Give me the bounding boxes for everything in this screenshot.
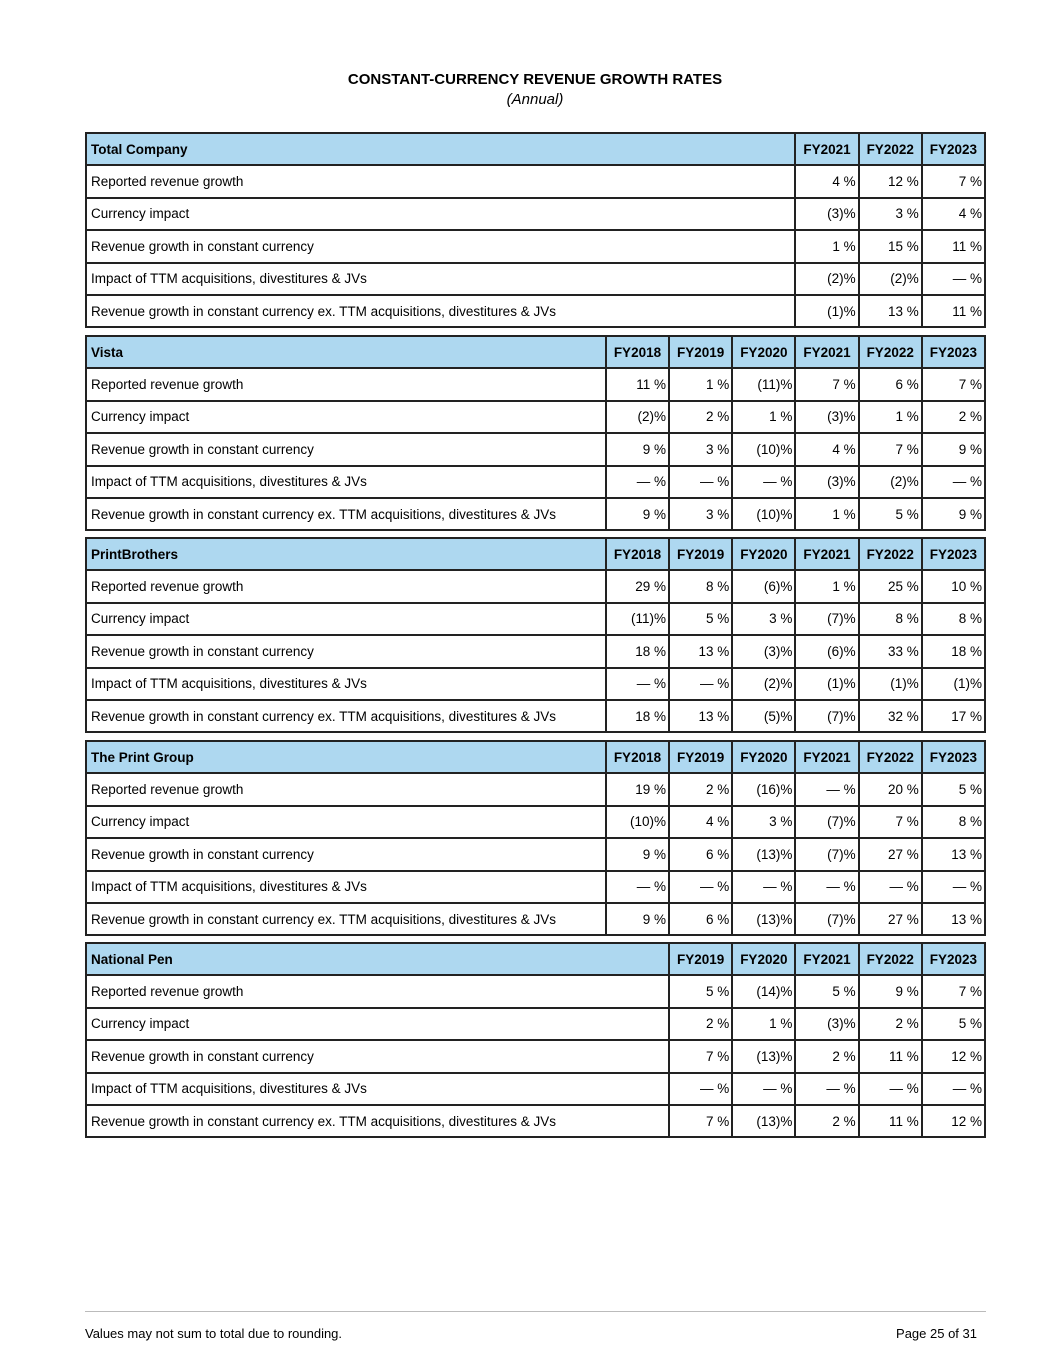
- segment-name: National Pen: [86, 943, 669, 975]
- value-cell: (2)%: [859, 466, 922, 498]
- value-cell: (3)%: [795, 401, 858, 433]
- value-cell: 8 %: [669, 570, 732, 602]
- value-cell: (7)%: [795, 603, 858, 635]
- row-label: Revenue growth in constant currency ex. TTM acquisitions, divestitures & JVs: [86, 903, 606, 935]
- value-cell: 1 %: [795, 570, 858, 602]
- value-cell: — %: [606, 466, 669, 498]
- table-row: [86, 401, 985, 433]
- value-cell: 4 %: [669, 806, 732, 838]
- year-header: FY2022: [859, 538, 922, 570]
- value-cell: (13)%: [732, 838, 795, 870]
- table-row: [86, 433, 985, 465]
- value-cell: 9 %: [606, 498, 669, 530]
- value-cell: — %: [606, 668, 669, 700]
- value-cell: (1)%: [859, 668, 922, 700]
- value-cell: — %: [922, 466, 985, 498]
- value-cell: (6)%: [732, 570, 795, 602]
- value-cell: — %: [732, 1073, 795, 1105]
- value-cell: 5 %: [669, 975, 732, 1007]
- page-title: CONSTANT-CURRENCY REVENUE GROWTH RATES: [347, 71, 723, 88]
- footnote: Values may not sum to total due to rounding.: [85, 1326, 343, 1341]
- value-cell: 9 %: [859, 975, 922, 1007]
- year-header: FY2019: [669, 741, 732, 773]
- value-cell: 4 %: [795, 165, 858, 197]
- value-cell: 32 %: [859, 700, 922, 732]
- value-cell: 12 %: [922, 1040, 985, 1072]
- value-cell: — %: [732, 871, 795, 903]
- row-label: Currency impact: [86, 603, 606, 635]
- row-label: Revenue growth in constant currency ex. TTM acquisitions, divestitures & JVs: [86, 498, 606, 530]
- year-header: FY2021: [795, 133, 858, 165]
- value-cell: 19 %: [606, 773, 669, 805]
- year-header: FY2018: [606, 538, 669, 570]
- value-cell: 7 %: [922, 975, 985, 1007]
- value-cell: (3)%: [795, 1008, 858, 1040]
- value-cell: (2)%: [859, 263, 922, 295]
- year-header: FY2022: [859, 133, 922, 165]
- year-header: FY2020: [732, 741, 795, 773]
- year-header: FY2023: [922, 538, 985, 570]
- table-row: [86, 806, 985, 838]
- table-row: [86, 1008, 985, 1040]
- value-cell: — %: [859, 871, 922, 903]
- value-cell: 17 %: [922, 700, 985, 732]
- value-cell: 2 %: [795, 1040, 858, 1072]
- year-header: FY2019: [669, 538, 732, 570]
- year-header: FY2020: [732, 538, 795, 570]
- value-cell: — %: [669, 871, 732, 903]
- table-row: [86, 368, 985, 400]
- value-cell: (2)%: [795, 263, 858, 295]
- segment-name: PrintBrothers: [86, 538, 606, 570]
- year-header: FY2021: [795, 741, 858, 773]
- value-cell: 1 %: [859, 401, 922, 433]
- value-cell: 7 %: [922, 165, 985, 197]
- value-cell: 5 %: [859, 498, 922, 530]
- value-cell: 3 %: [669, 498, 732, 530]
- footer-divider: [85, 1311, 986, 1312]
- value-cell: (14)%: [732, 975, 795, 1007]
- value-cell: 9 %: [922, 498, 985, 530]
- value-cell: 3 %: [732, 806, 795, 838]
- value-cell: — %: [922, 1073, 985, 1105]
- value-cell: 33 %: [859, 635, 922, 667]
- value-cell: 9 %: [606, 433, 669, 465]
- row-label: Revenue growth in constant currency ex. TTM acquisitions, divestitures & JVs: [86, 700, 606, 732]
- segment-name: Total Company: [86, 133, 795, 165]
- year-header: FY2023: [922, 943, 985, 975]
- value-cell: 7 %: [795, 368, 858, 400]
- year-header: FY2023: [922, 741, 985, 773]
- table-header-row: [86, 943, 985, 975]
- value-cell: (7)%: [795, 806, 858, 838]
- row-label: Currency impact: [86, 198, 795, 230]
- value-cell: 7 %: [922, 368, 985, 400]
- table-row: [86, 773, 985, 805]
- value-cell: 1 %: [669, 368, 732, 400]
- value-cell: (7)%: [795, 700, 858, 732]
- year-header: FY2020: [732, 943, 795, 975]
- value-cell: — %: [606, 871, 669, 903]
- value-cell: — %: [795, 773, 858, 805]
- value-cell: (5)%: [732, 700, 795, 732]
- row-label: Reported revenue growth: [86, 570, 606, 602]
- table-header-row: [86, 133, 985, 165]
- value-cell: 8 %: [922, 603, 985, 635]
- value-cell: 10 %: [922, 570, 985, 602]
- value-cell: 5 %: [922, 1008, 985, 1040]
- segment-table-the-print-group: [85, 740, 986, 936]
- value-cell: 5 %: [922, 773, 985, 805]
- table-row: [86, 603, 985, 635]
- table-row: [86, 700, 985, 732]
- value-cell: 7 %: [669, 1040, 732, 1072]
- row-label: Reported revenue growth: [86, 773, 606, 805]
- value-cell: 2 %: [859, 1008, 922, 1040]
- value-cell: — %: [922, 263, 985, 295]
- value-cell: 9 %: [606, 838, 669, 870]
- value-cell: 11 %: [859, 1105, 922, 1137]
- year-header: FY2020: [732, 336, 795, 368]
- value-cell: (10)%: [606, 806, 669, 838]
- year-header: FY2023: [922, 133, 985, 165]
- value-cell: 9 %: [606, 903, 669, 935]
- segment-name: Vista: [86, 336, 606, 368]
- table-row: [86, 498, 985, 530]
- year-header: FY2019: [669, 943, 732, 975]
- value-cell: (7)%: [795, 838, 858, 870]
- segment-table-national-pen: [85, 942, 986, 1138]
- row-label: Reported revenue growth: [86, 975, 669, 1007]
- value-cell: 13 %: [669, 635, 732, 667]
- segment-table-printbrothers: [85, 537, 986, 733]
- segment-name: The Print Group: [86, 741, 606, 773]
- value-cell: (3)%: [732, 635, 795, 667]
- row-label: Currency impact: [86, 1008, 669, 1040]
- value-cell: (2)%: [606, 401, 669, 433]
- segment-table-total-company: [85, 132, 986, 328]
- value-cell: 6 %: [859, 368, 922, 400]
- table-row: [86, 1040, 985, 1072]
- row-label: Revenue growth in constant currency: [86, 838, 606, 870]
- value-cell: 2 %: [795, 1105, 858, 1137]
- value-cell: 1 %: [732, 1008, 795, 1040]
- year-header: FY2021: [795, 538, 858, 570]
- table-row: [86, 975, 985, 1007]
- table-row: [86, 903, 985, 935]
- value-cell: (7)%: [795, 903, 858, 935]
- value-cell: (1)%: [795, 295, 858, 327]
- year-header: FY2022: [859, 741, 922, 773]
- year-header: FY2021: [795, 943, 858, 975]
- value-cell: 6 %: [669, 903, 732, 935]
- table-row: [86, 635, 985, 667]
- value-cell: 2 %: [669, 401, 732, 433]
- value-cell: 18 %: [922, 635, 985, 667]
- value-cell: 7 %: [669, 1105, 732, 1137]
- value-cell: — %: [795, 1073, 858, 1105]
- value-cell: 2 %: [669, 773, 732, 805]
- value-cell: (11)%: [606, 603, 669, 635]
- year-header: FY2021: [795, 336, 858, 368]
- row-label: Impact of TTM acquisitions, divestitures & JVs: [86, 668, 606, 700]
- value-cell: — %: [922, 871, 985, 903]
- value-cell: 1 %: [795, 230, 858, 262]
- row-label: Currency impact: [86, 401, 606, 433]
- value-cell: 15 %: [859, 230, 922, 262]
- page-subtitle: (Annual): [506, 91, 564, 108]
- value-cell: 11 %: [922, 295, 985, 327]
- value-cell: (16)%: [732, 773, 795, 805]
- value-cell: 2 %: [669, 1008, 732, 1040]
- value-cell: (1)%: [922, 668, 985, 700]
- value-cell: 29 %: [606, 570, 669, 602]
- value-cell: 13 %: [859, 295, 922, 327]
- value-cell: 7 %: [859, 806, 922, 838]
- value-cell: 7 %: [859, 433, 922, 465]
- value-cell: (13)%: [732, 1105, 795, 1137]
- value-cell: — %: [669, 668, 732, 700]
- table-header-row: [86, 336, 985, 368]
- value-cell: 18 %: [606, 700, 669, 732]
- table-row: [86, 230, 985, 262]
- value-cell: 18 %: [606, 635, 669, 667]
- row-label: Revenue growth in constant currency: [86, 433, 606, 465]
- row-label: Impact of TTM acquisitions, divestitures & JVs: [86, 466, 606, 498]
- row-label: Revenue growth in constant currency: [86, 1040, 669, 1072]
- value-cell: 5 %: [795, 975, 858, 1007]
- value-cell: 12 %: [922, 1105, 985, 1137]
- value-cell: 1 %: [732, 401, 795, 433]
- table-row: [86, 295, 985, 327]
- table-row: [86, 466, 985, 498]
- year-header: FY2019: [669, 336, 732, 368]
- value-cell: 13 %: [922, 903, 985, 935]
- value-cell: 13 %: [922, 838, 985, 870]
- value-cell: 27 %: [859, 838, 922, 870]
- value-cell: (13)%: [732, 1040, 795, 1072]
- segment-table-vista: [85, 335, 986, 531]
- row-label: Revenue growth in constant currency ex. TTM acquisitions, divestitures & JVs: [86, 295, 795, 327]
- value-cell: (3)%: [795, 466, 858, 498]
- table-header-row: [86, 741, 985, 773]
- value-cell: 8 %: [859, 603, 922, 635]
- table-row: [86, 165, 985, 197]
- year-header: FY2023: [922, 336, 985, 368]
- value-cell: (10)%: [732, 498, 795, 530]
- value-cell: 2 %: [922, 401, 985, 433]
- value-cell: — %: [669, 466, 732, 498]
- row-label: Revenue growth in constant currency ex. TTM acquisitions, divestitures & JVs: [86, 1105, 669, 1137]
- value-cell: (3)%: [795, 198, 858, 230]
- value-cell: 4 %: [922, 198, 985, 230]
- value-cell: 3 %: [859, 198, 922, 230]
- table-row: [86, 570, 985, 602]
- value-cell: — %: [859, 1073, 922, 1105]
- value-cell: 13 %: [669, 700, 732, 732]
- row-label: Impact of TTM acquisitions, divestitures & JVs: [86, 871, 606, 903]
- value-cell: (6)%: [795, 635, 858, 667]
- row-label: Reported revenue growth: [86, 165, 795, 197]
- table-row: [86, 871, 985, 903]
- table-row: [86, 838, 985, 870]
- value-cell: 25 %: [859, 570, 922, 602]
- page-number: Page 25 of 31: [896, 1326, 977, 1341]
- table-row: [86, 1105, 985, 1137]
- row-label: Revenue growth in constant currency: [86, 230, 795, 262]
- row-label: Impact of TTM acquisitions, divestitures & JVs: [86, 263, 795, 295]
- value-cell: 11 %: [859, 1040, 922, 1072]
- table-row: [86, 198, 985, 230]
- value-cell: 5 %: [669, 603, 732, 635]
- table-row: [86, 263, 985, 295]
- table-header-row: [86, 538, 985, 570]
- year-header: FY2018: [606, 741, 669, 773]
- table-row: [86, 1073, 985, 1105]
- value-cell: 6 %: [669, 838, 732, 870]
- value-cell: 9 %: [922, 433, 985, 465]
- value-cell: 4 %: [795, 433, 858, 465]
- value-cell: 11 %: [606, 368, 669, 400]
- value-cell: — %: [795, 871, 858, 903]
- row-label: Reported revenue growth: [86, 368, 606, 400]
- value-cell: — %: [669, 1073, 732, 1105]
- row-label: Impact of TTM acquisitions, divestitures & JVs: [86, 1073, 669, 1105]
- value-cell: 3 %: [732, 603, 795, 635]
- year-header: FY2018: [606, 336, 669, 368]
- value-cell: 11 %: [922, 230, 985, 262]
- value-cell: 3 %: [669, 433, 732, 465]
- row-label: Currency impact: [86, 806, 606, 838]
- value-cell: 20 %: [859, 773, 922, 805]
- value-cell: (13)%: [732, 903, 795, 935]
- value-cell: 1 %: [795, 498, 858, 530]
- row-label: Revenue growth in constant currency: [86, 635, 606, 667]
- year-header: FY2022: [859, 336, 922, 368]
- value-cell: (2)%: [732, 668, 795, 700]
- value-cell: (10)%: [732, 433, 795, 465]
- value-cell: 8 %: [922, 806, 985, 838]
- year-header: FY2022: [859, 943, 922, 975]
- table-row: [86, 668, 985, 700]
- value-cell: 27 %: [859, 903, 922, 935]
- value-cell: 12 %: [859, 165, 922, 197]
- value-cell: — %: [732, 466, 795, 498]
- value-cell: (1)%: [795, 668, 858, 700]
- value-cell: (11)%: [732, 368, 795, 400]
